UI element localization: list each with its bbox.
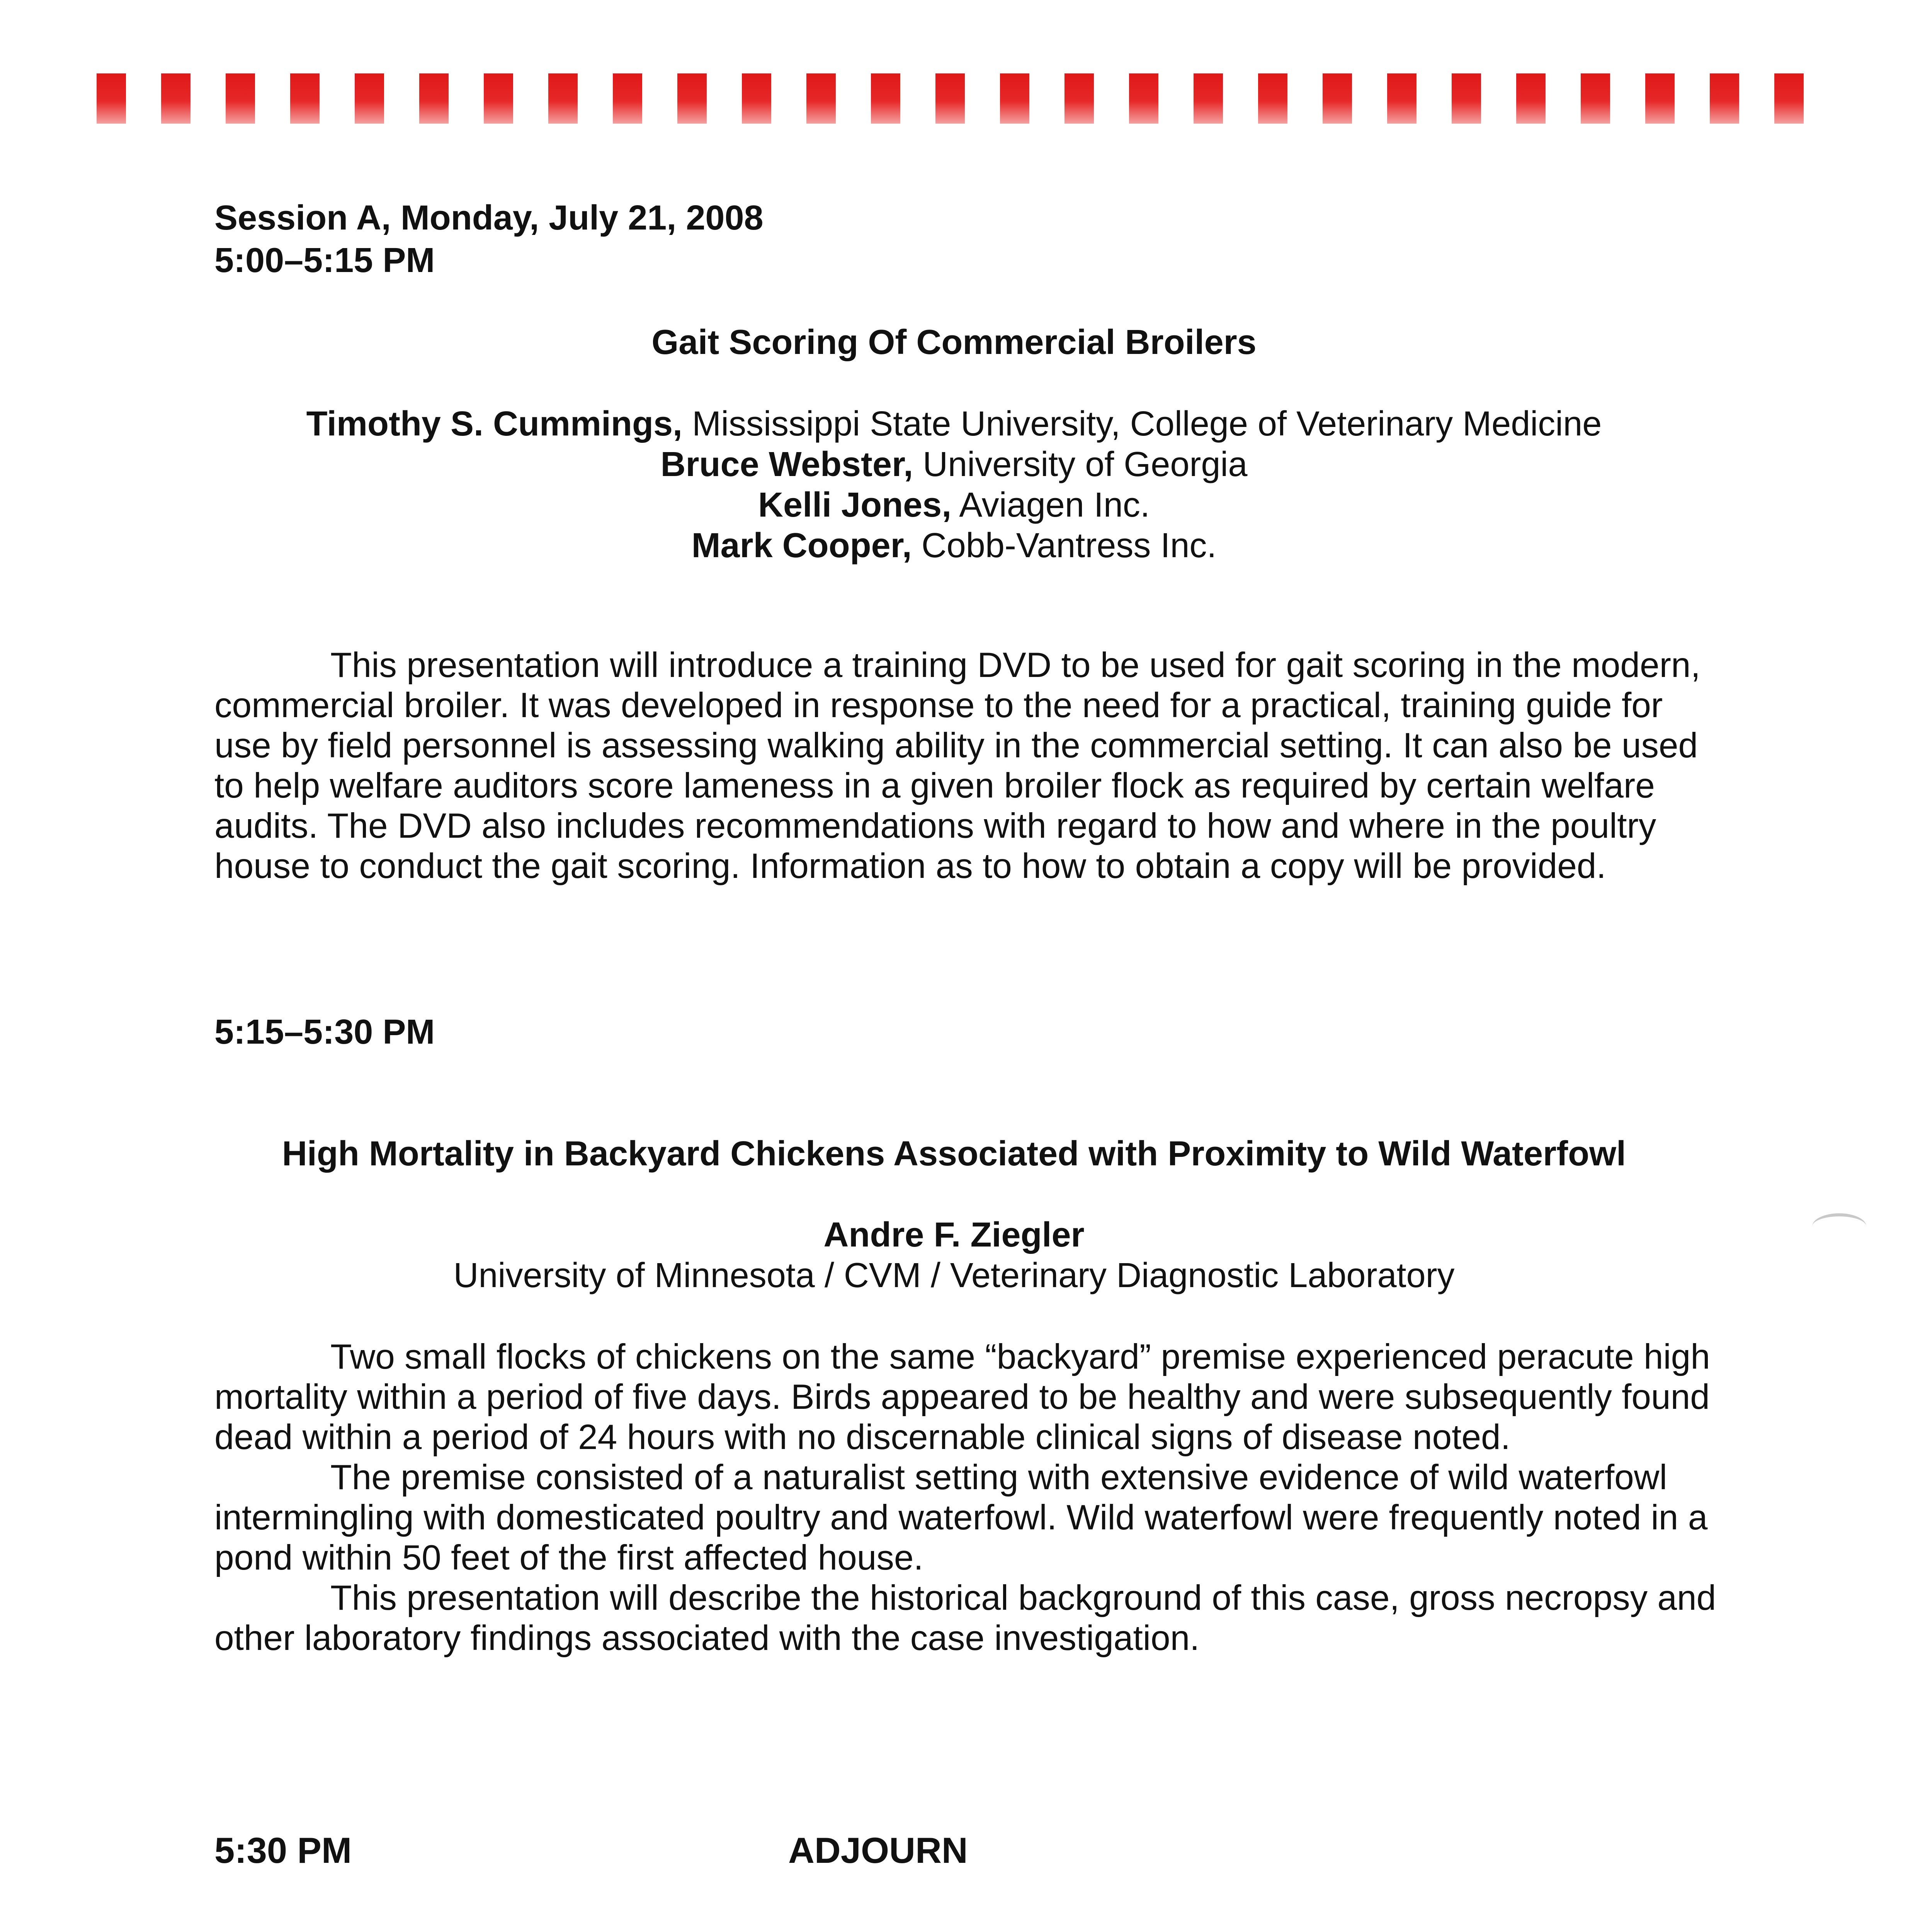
- author-name: Timothy S. Cummings,: [306, 405, 683, 443]
- author-name: Kelli Jones,: [758, 486, 952, 524]
- red-dash: [226, 73, 255, 124]
- red-dash: [1387, 73, 1417, 124]
- talk-2-affiliation: University of Minnesota / CVM / Veterinary Diagnostic Laboratory: [453, 1256, 1455, 1295]
- talk-2-time: 5:15–5:30 PM: [214, 1013, 435, 1051]
- red-dash: [484, 73, 513, 124]
- red-dash: [1000, 73, 1029, 124]
- red-dash: [1129, 73, 1158, 124]
- author-line: [0, 444, 1908, 485]
- author-line: [0, 526, 1908, 566]
- red-dash: [97, 73, 126, 124]
- abstract-paragraph: This presentation will introduce a training DVD to be used for gait scoring in the modern, commercial broiler. It was developed in response to the need for a practical, training guide for use by field personnel is assessing walking ability in the commercial setting. It can also be used to help welfare auditors score lameness in a given broiler flock as required by certain welfare audits. The DVD also includes recommendations with regard to how and where in the poultry house to conduct the gait scoring. Information as to how to obtain a copy will be provided.: [214, 646, 1701, 886]
- red-dash: [1065, 73, 1094, 124]
- red-dash: [742, 73, 771, 124]
- author-affiliation: Aviagen Inc.: [951, 486, 1150, 524]
- abstract-paragraph: Two small flocks of chickens on the same “backyard” premise experienced peracute high mortality within a period of five days. Birds appeared to be healthy and were subsequently found dead within a period of 24 hours with no discernable clinical signs of disease noted.: [214, 1337, 1710, 1457]
- author-line: [0, 485, 1908, 525]
- red-dash: [1258, 73, 1287, 124]
- author-affiliation: Mississippi State University, College of Veterinary Medicine: [682, 405, 1602, 443]
- talk-2-author: Andre F. Ziegler: [823, 1216, 1085, 1254]
- red-dash: [1516, 73, 1546, 124]
- red-dash: [1774, 73, 1804, 124]
- red-dash: [1452, 73, 1481, 124]
- session-heading: Session A, Monday, July 21, 2008: [214, 199, 764, 237]
- red-dash: [1581, 73, 1610, 124]
- red-dash-border: [97, 73, 1835, 124]
- red-dash: [1645, 73, 1675, 124]
- red-dash: [548, 73, 578, 124]
- red-dash: [419, 73, 449, 124]
- red-dash: [1323, 73, 1352, 124]
- talk-2-title: High Mortality in Backyard Chickens Associated with Proximity to Wild Waterfowl: [282, 1134, 1626, 1173]
- red-dash: [935, 73, 965, 124]
- red-dash: [613, 73, 642, 124]
- red-dash: [871, 73, 900, 124]
- author-name: Bruce Webster,: [660, 445, 913, 484]
- red-dash: [1194, 73, 1223, 124]
- adjourn-label: ADJOURN: [788, 1830, 968, 1871]
- author-line: [0, 404, 1908, 444]
- talk-2-abstract: [214, 1337, 1721, 1658]
- red-dash: [290, 73, 320, 124]
- adjourn-time: 5:30 PM: [214, 1830, 352, 1871]
- binding-hole-mark: [1812, 1213, 1866, 1240]
- abstract-paragraph: This presentation will describe the historical background of this case, gross necropsy and other laboratory findings associated with the case investigation.: [214, 1578, 1716, 1658]
- author-affiliation: Cobb-Vantress Inc.: [911, 526, 1217, 565]
- red-dash: [161, 73, 190, 124]
- author-affiliation: University of Georgia: [913, 445, 1248, 484]
- talk-1-title: Gait Scoring Of Commercial Broilers: [651, 323, 1257, 362]
- red-dash: [355, 73, 384, 124]
- talk-1-abstract: [214, 645, 1721, 886]
- red-dash: [677, 73, 707, 124]
- abstract-paragraph: The premise consisted of a naturalist setting with extensive evidence of wild waterfowl intermingling with domesticated poultry and waterfowl. Wild waterfowl were frequently noted in a pond within 50 feet of the first affected house.: [214, 1458, 1708, 1577]
- talk-1-time: 5:00–5:15 PM: [214, 241, 435, 280]
- author-name: Mark Cooper,: [691, 526, 912, 565]
- red-dash: [1710, 73, 1739, 124]
- red-dash: [806, 73, 836, 124]
